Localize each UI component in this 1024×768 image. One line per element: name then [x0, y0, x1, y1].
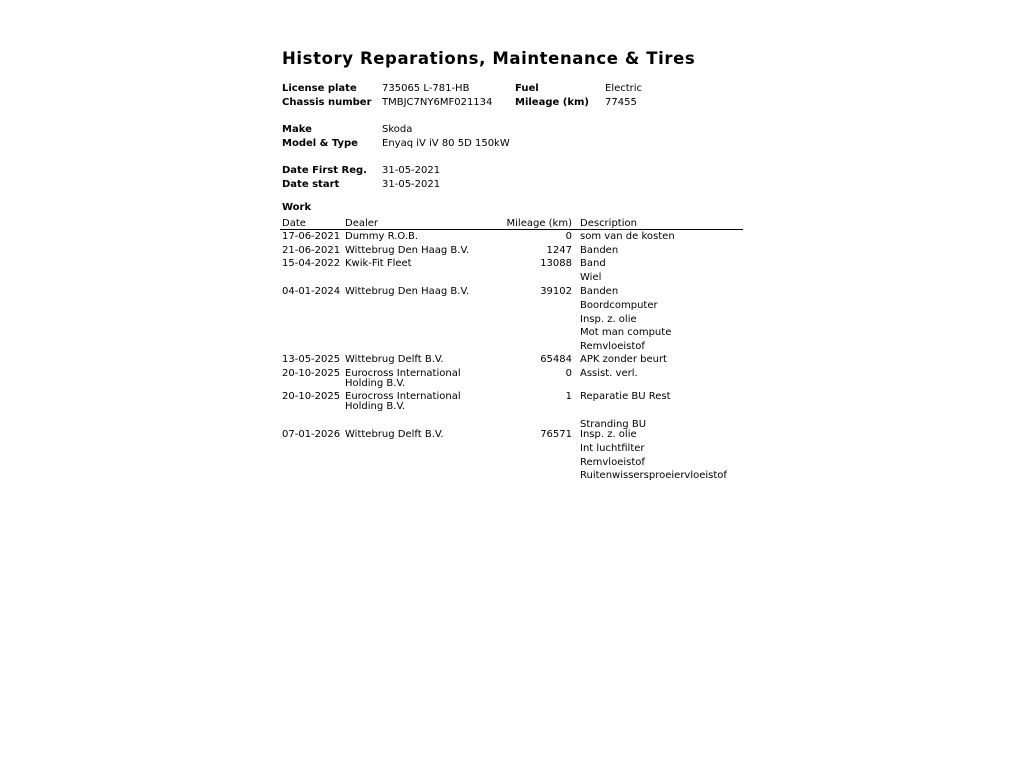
col-header-dealer: Dealer — [345, 218, 379, 229]
row-dealer: Wittebrug Delft B.V. — [345, 429, 444, 440]
model-value: Enyaq iV iV 80 5D 150kW — [382, 138, 510, 149]
row-dealer: Wittebrug Den Haag B.V. — [345, 286, 470, 297]
license-plate-value: 735065 L-781-HB — [382, 83, 470, 94]
chassis-label: Chassis number — [282, 97, 372, 108]
description-line: Insp. z. olie — [580, 313, 637, 325]
col-header-date: Date — [282, 218, 306, 229]
row-date: 20-10-2025 — [282, 391, 341, 402]
description-line: Banden — [580, 286, 619, 297]
description-line: som van de kosten — [580, 231, 675, 242]
description-line: Stranding BU — [580, 418, 647, 430]
fuel-value: Electric — [605, 83, 643, 94]
row-dealer: Dummy R.O.B. — [345, 231, 419, 242]
fuel-label: Fuel — [515, 83, 539, 94]
row-dealer: Eurocross International Holding B.V. — [345, 391, 461, 412]
description-line: Assist. verl. — [580, 368, 638, 379]
header-divider — [280, 229, 743, 230]
row-dealer: Eurocross International Holding B.V. — [345, 368, 461, 389]
row-date: 13-05-2025 — [282, 354, 341, 365]
date-start-label: Date start — [282, 179, 340, 190]
row-mileage: 0 — [565, 368, 572, 379]
description-line: Reparatie BU Rest — [580, 391, 671, 402]
row-mileage: 39102 — [540, 286, 572, 297]
description-line: Banden — [580, 245, 619, 256]
description-line: Ruitenwissersproeiervloeistof — [580, 470, 727, 482]
row-mileage: 1247 — [546, 245, 572, 256]
row-mileage: 0 — [565, 231, 572, 242]
description-line: Boordcomputer — [580, 299, 658, 311]
col-header-description: Description — [580, 218, 637, 229]
page-title: History Reparations, Maintenance & Tires — [282, 49, 696, 68]
row-mileage: 13088 — [540, 258, 572, 269]
description-line: Mot man compute — [580, 327, 672, 339]
row-dealer: Wittebrug Den Haag B.V. — [345, 245, 470, 256]
mileage-label: Mileage (km) — [515, 97, 589, 108]
description-line: Remvloeistof — [580, 341, 645, 353]
col-header-mileage: Mileage (km) — [506, 218, 572, 229]
first-reg-label: Date First Reg. — [282, 165, 367, 176]
row-dealer: Wittebrug Delft B.V. — [345, 354, 444, 365]
row-date: 21-06-2021 — [282, 245, 341, 256]
row-mileage: 1 — [565, 391, 572, 402]
description-line: Wiel — [580, 271, 602, 283]
license-plate-label: License plate — [282, 83, 357, 94]
row-dealer: Kwik-Fit Fleet — [345, 258, 412, 269]
description-line: Remvloeistof — [580, 456, 645, 468]
row-date: 17-06-2021 — [282, 231, 341, 242]
description-line: Int luchtfilter — [580, 442, 645, 454]
description-line: Insp. z. olie — [580, 429, 637, 440]
work-section-label: Work — [282, 202, 312, 213]
row-date: 04-01-2024 — [282, 286, 341, 297]
model-label: Model & Type — [282, 138, 358, 149]
first-reg-value: 31-05-2021 — [382, 165, 441, 176]
chassis-value: TMBJC7NY6MF021134 — [382, 97, 493, 108]
row-date: 15-04-2022 — [282, 258, 341, 269]
description-line: APK zonder beurt — [580, 354, 667, 365]
make-value: Skoda — [382, 124, 413, 135]
row-mileage: 65484 — [540, 354, 572, 365]
description-line: Band — [580, 258, 606, 269]
mileage-value: 77455 — [605, 97, 637, 108]
row-mileage: 76571 — [540, 429, 572, 440]
row-date: 07-01-2026 — [282, 429, 341, 440]
make-label: Make — [282, 124, 312, 135]
row-date: 20-10-2025 — [282, 368, 341, 379]
date-start-value: 31-05-2021 — [382, 179, 441, 190]
